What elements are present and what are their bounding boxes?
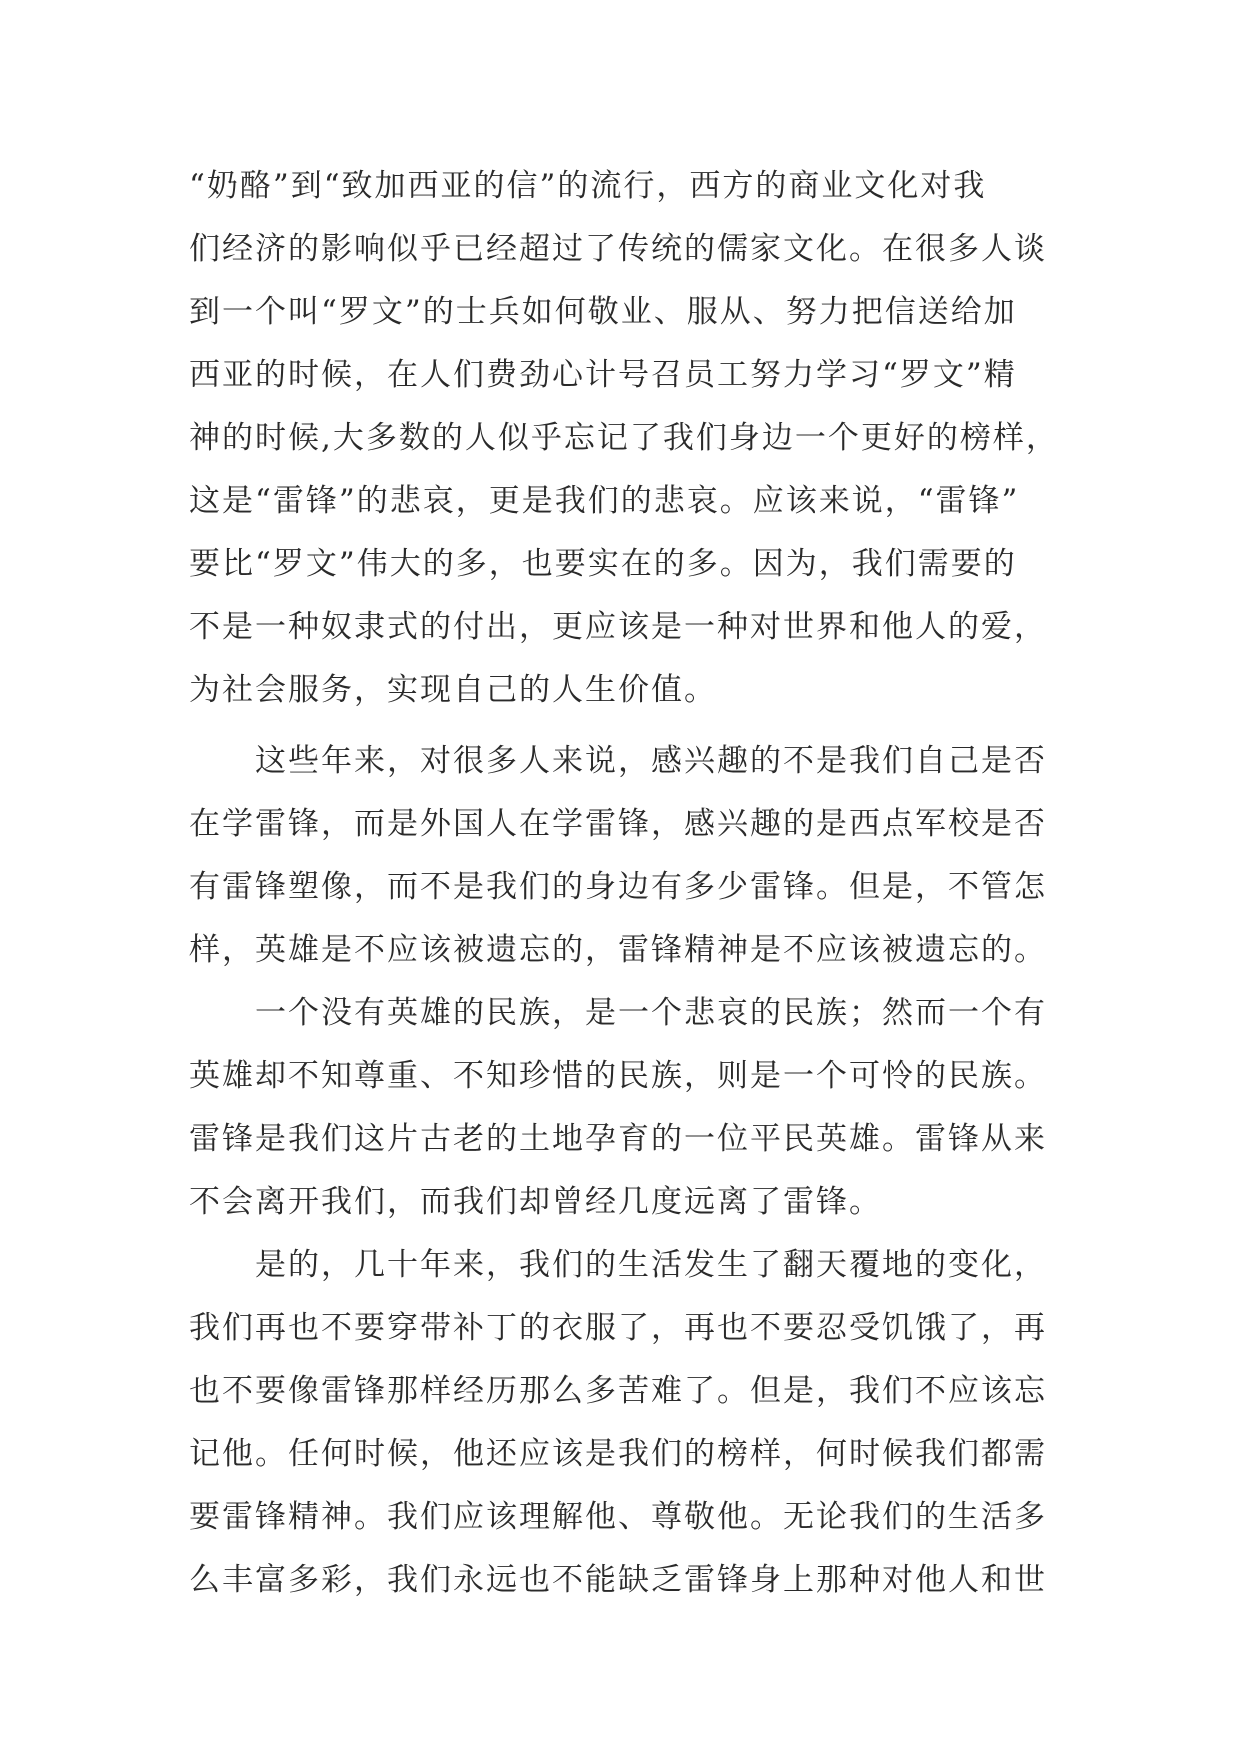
text-line: 我们再也不要穿带补丁的衣服了，再也不要忍受饥饿了，再 (189, 1310, 1047, 1346)
text-line: 要雷锋精神。我们应该理解他、尊敬他。无论我们的生活多 (189, 1499, 1047, 1535)
text-line: 这是“雷锋”的悲哀，更是我们的悲哀。应该来说，“雷锋” (189, 483, 1020, 519)
text-line: 在学雷锋，而是外国人在学雷锋，感兴趣的是西点军校是否 (189, 806, 1047, 842)
text-line: “奶酪”到“致加西亚的信”的流行，西方的商业文化对我 (189, 168, 987, 204)
text-line: 有雷锋塑像，而不是我们的身边有多少雷锋。但是，不管怎 (189, 869, 1047, 905)
text-line: 们经济的影响似乎已经超过了传统的儒家文化。在很多人谈 (189, 231, 1047, 267)
text-line: 到一个叫“罗文”的士兵如何敬业、服从、努力把信送给加 (189, 294, 1017, 330)
text-line: 要比“罗文”伟大的多，也要实在的多。因为，我们需要的 (189, 546, 1017, 582)
text-line: 也不要像雷锋那样经历那么多苦难了。但是，我们不应该忘 (189, 1373, 1047, 1409)
text-line: 这些年来，对很多人来说，感兴趣的不是我们自己是否 (189, 743, 1047, 779)
text-line: 记他。任何时候，他还应该是我们的榜样，何时候我们都需 (189, 1436, 1047, 1472)
text-line: 是的，几十年来，我们的生活发生了翻天覆地的变化， (189, 1247, 1047, 1283)
text-line: 不会离开我们，而我们却曾经几度远离了雷锋。 (189, 1184, 882, 1220)
text-line: 么丰富多彩，我们永远也不能缺乏雷锋身上那种对他人和世 (189, 1562, 1047, 1598)
text-line: 不是一种奴隶式的付出，更应该是一种对世界和他人的爱， (189, 609, 1047, 645)
text-line: 雷锋是我们这片古老的土地孕育的一位平民英雄。雷锋从来 (189, 1121, 1047, 1157)
paragraph-section-1 (189, 155, 1069, 722)
text-line: 为社会服务，实现自己的人生价值。 (189, 672, 717, 708)
text-line: 一个没有英雄的民族，是一个悲哀的民族；然而一个有 (189, 995, 1047, 1031)
paragraph-section-2 (189, 730, 1069, 1612)
text-line: 英雄却不知尊重、不知珍惜的民族，则是一个可怜的民族。 (189, 1058, 1047, 1094)
text-line: 西亚的时候，在人们费劲心计号召员工努力学习“罗文”精 (189, 357, 1017, 393)
text-line: 样，英雄是不应该被遗忘的，雷锋精神是不应该被遗忘的。 (189, 932, 1047, 968)
text-line: 神的时候,大多数的人似乎忘记了我们身边一个更好的榜样， (189, 420, 1059, 456)
